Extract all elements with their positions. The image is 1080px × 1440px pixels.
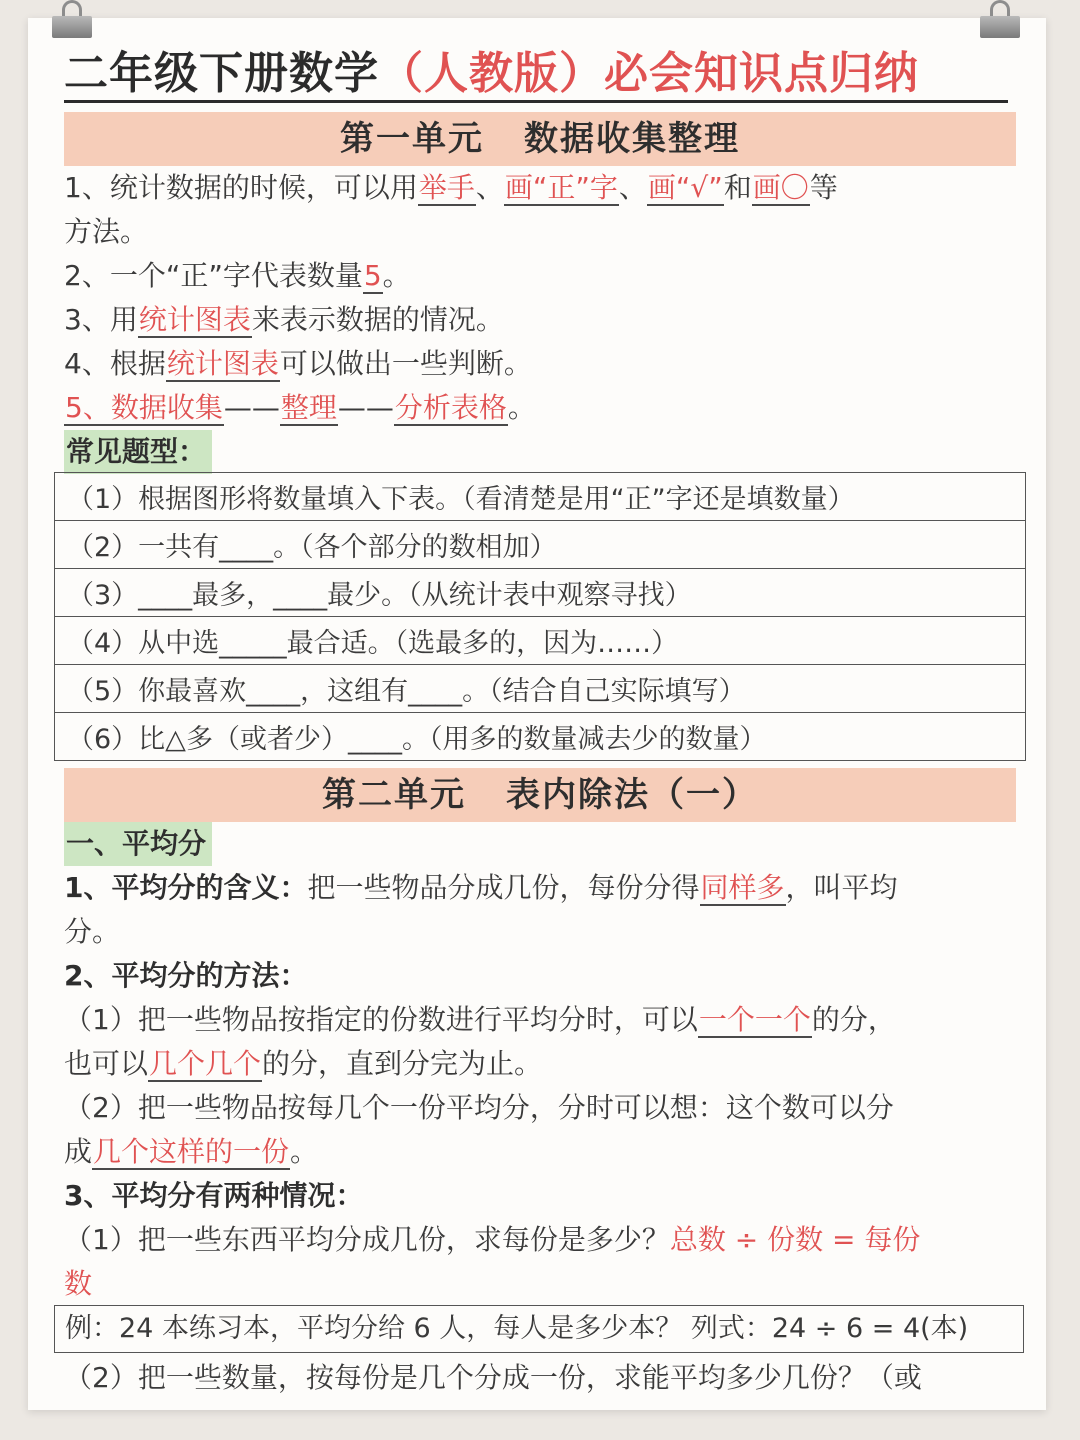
binder-clip-icon: [52, 0, 92, 40]
unit1-point-1-cont: 方法。: [64, 215, 149, 248]
unit2-point-3a: （1）把一些东西平均分成几份，求每份是多少？总数 ÷ 份数 = 每份: [64, 1223, 921, 1256]
unit2-point-3a-cont: 数: [64, 1267, 93, 1300]
unit2-point-1-cont: 分。: [64, 915, 121, 948]
unit1-point-2: 2、一个“正”字代表数量5。: [64, 259, 411, 292]
table-row: [55, 521, 1026, 569]
unit1-point-1: 1、统计数据的时候，可以用举手、画“正”字、画“√”和画〇等: [64, 171, 838, 204]
table-row: [55, 569, 1026, 617]
unit2-point-2a: （1）把一些物品按指定的份数进行平均分时，可以一个一个的分，: [64, 1003, 896, 1036]
unit2-point-2b: （2）把一些物品按每几个一份平均分，分时可以想：这个数可以分: [64, 1091, 894, 1124]
question-types-table: [54, 472, 1026, 761]
table-cell: （4）从中选_____最合适。（选最多的，因为……）: [55, 617, 1026, 665]
title-underline: [64, 100, 1008, 103]
table-cell: （6）比△多（或者少）____。（用多的数量减去少的数量）: [55, 713, 1026, 761]
unit2-banner: 第二单元 表内除法（一）: [64, 768, 1016, 822]
unit1-point-4: 4、根据统计图表可以做出一些判断。: [64, 347, 532, 380]
table-cell: （3）____最多，____最少。（从统计表中观察寻找）: [55, 569, 1026, 617]
table-cell: （2）一共有____。（各个部分的数相加）: [55, 521, 1026, 569]
unit1-point-3: 3、用统计图表来表示数据的情况。: [64, 303, 504, 336]
unit2-point-3b: （2）把一些数量，按每份是几个分成一份，求能平均多少几份？（或: [64, 1361, 922, 1394]
unit2-point-2: 2、平均分的方法：: [64, 959, 308, 992]
common-question-types-label: 常见题型：: [64, 430, 212, 474]
table-cell: （5）你最喜欢____，这组有____。（结合自己实际填写）: [55, 665, 1026, 713]
unit2-point-2a-cont: 也可以几个几个的分，直到分完为止。: [64, 1047, 543, 1080]
table-row: [55, 617, 1026, 665]
unit2-point-3: 3、平均分有两种情况：: [64, 1179, 364, 1212]
binder-clip-icon: [980, 0, 1020, 40]
table-row: [55, 713, 1026, 761]
page-title: 二年级下册数学（人教版）必会知识点归纳: [64, 48, 919, 99]
unit1-banner: 第一单元 数据收集整理: [64, 112, 1016, 166]
unit2-point-1: 1、平均分的含义：把一些物品分成几份，每份分得同样多，叫平均: [64, 871, 898, 904]
section-average-label: 一、平均分: [64, 822, 212, 866]
unit2-point-2b-cont: 成几个这样的一份。: [64, 1135, 319, 1168]
table-cell: （1）根据图形将数量填入下表。（看清楚是用“正”字还是填数量）: [55, 473, 1026, 521]
table-row: [55, 473, 1026, 521]
table-row: [55, 665, 1026, 713]
unit1-point-5: 5、数据收集——整理——分析表格。: [65, 391, 536, 424]
example-box: 例：24 本练习本，平均分给 6 人，每人是多少本？ 列式：24 ÷ 6 = 4(本): [54, 1305, 1024, 1353]
